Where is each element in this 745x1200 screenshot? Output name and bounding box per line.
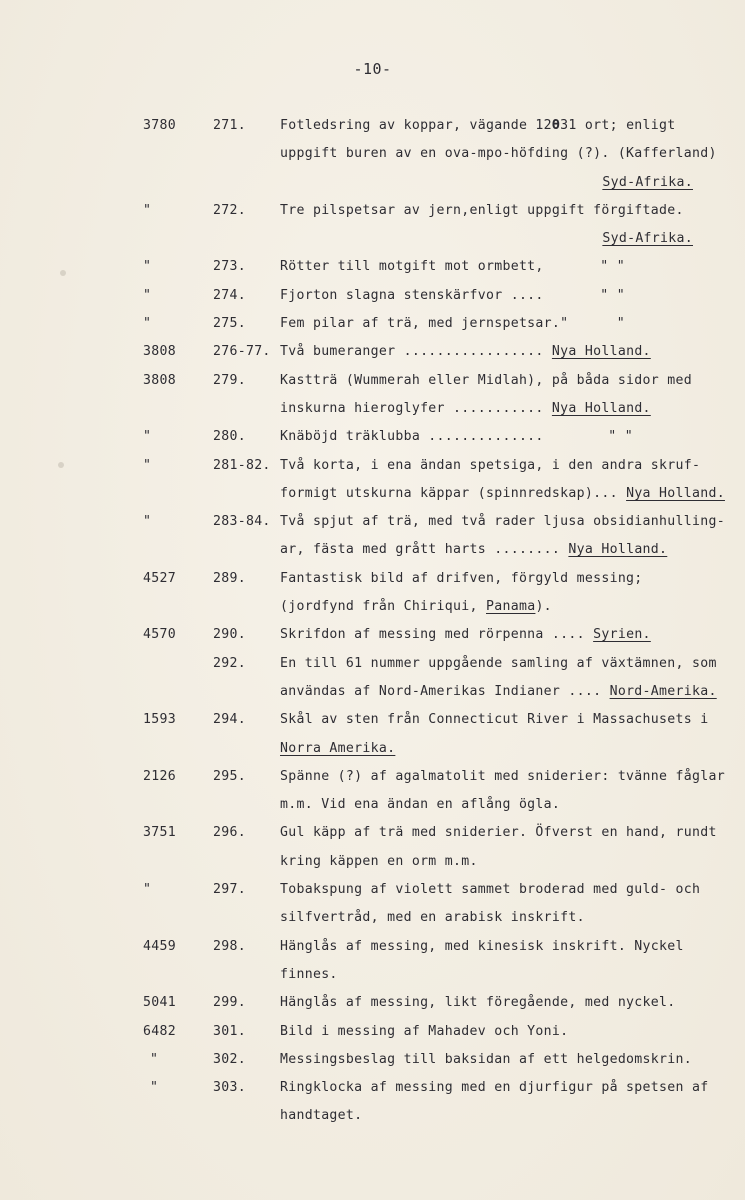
- origin-place: Norra Amerika.: [280, 740, 396, 756]
- description-line: Fem pilar af trä, med jernspetsar.": [280, 316, 569, 332]
- ditto-mark: " ": [600, 259, 625, 275]
- inventory-number: ": [143, 202, 152, 218]
- description-line: Fotledsring av koppar, vägande 12Ѳ31 ort; enligt: [280, 118, 676, 133]
- list-item: [0, 989, 745, 1017]
- inventory-number: 4459: [143, 938, 176, 954]
- origin-place: Syrien.: [593, 627, 651, 643]
- description-line: Knäböjd träklubba ..............: [280, 429, 544, 445]
- description-line: uppgift buren av en ova-mpo-höfding (?). (Kafferland): [280, 146, 717, 162]
- description-line: Skrifdon af messing med rörpenna .... Syrien.: [280, 627, 651, 643]
- description-line: Tobakspung af violett sammet broderad med guld- och: [280, 882, 701, 898]
- inventory-number: 1593: [143, 712, 176, 728]
- item-number: 290.: [213, 627, 246, 643]
- list-item: [0, 310, 745, 338]
- item-number: 299.: [213, 995, 246, 1011]
- description-line: handtaget.: [280, 1108, 363, 1124]
- list-item: [0, 763, 745, 820]
- item-number: 280.: [213, 429, 246, 445]
- inventory-number: ": [143, 259, 152, 275]
- list-item: [0, 253, 745, 281]
- description-line: Två spjut af trä, med två rader ljusa obsidianhulling-: [280, 514, 725, 530]
- item-number: 302.: [213, 1051, 246, 1067]
- description-line: Rötter till motgift mot ormbett,: [280, 259, 544, 275]
- item-number: 281-82.: [213, 457, 271, 473]
- item-number: 273.: [213, 259, 246, 275]
- description-line: Två korta, i ena ändan spetsiga, i den andra skruf-: [280, 457, 701, 473]
- description-line: Spänne (?) af agalmatolit med sniderier: tvänne fåglar: [280, 768, 725, 784]
- item-number: 276-77.: [213, 344, 271, 360]
- item-number: 272.: [213, 202, 246, 218]
- ditto-mark: " ": [600, 287, 625, 303]
- description-line: Bild i messing af Mahadev och Yoni.: [280, 1023, 569, 1039]
- description-line: finnes.: [280, 966, 338, 982]
- ditto-mark: " ": [608, 429, 633, 445]
- list-item: [0, 706, 745, 763]
- inventory-number: ": [143, 316, 152, 332]
- origin-place: Nya Holland.: [568, 542, 668, 558]
- description-line: En till 61 nummer uppgående samling af växtämnen, som: [280, 655, 717, 671]
- item-number: 283-84.: [213, 514, 271, 530]
- list-item: [0, 819, 745, 876]
- inventory-number: ": [143, 429, 152, 445]
- list-item: [0, 1018, 745, 1046]
- list-item: [0, 1046, 745, 1074]
- inventory-number: 3808: [143, 372, 176, 388]
- list-item: [0, 112, 745, 197]
- item-number: 297.: [213, 882, 246, 898]
- ditto-mark: ": [616, 316, 625, 332]
- inventory-number: ": [143, 882, 152, 898]
- inventory-number: 3808: [143, 344, 176, 360]
- list-item: [0, 367, 745, 424]
- description-line: m.m. Vid ena ändan en aflång ögla.: [280, 797, 561, 813]
- origin-place: Syd-Afrika.: [602, 231, 693, 247]
- origin-place: Nya Holland.: [626, 485, 725, 501]
- list-item: [0, 1074, 745, 1131]
- list-item: [0, 621, 745, 649]
- description-line: Två bumeranger ................. Nya Holland.: [280, 344, 651, 360]
- list-item: [0, 282, 745, 310]
- list-item: [0, 650, 745, 707]
- catalog-entries: [0, 112, 745, 1131]
- inventory-number: 5041: [143, 995, 176, 1011]
- list-item: [0, 338, 745, 366]
- item-number: 275.: [213, 316, 246, 332]
- description-line: ar, fästa med grått harts ........ Nya Holland.: [280, 542, 668, 558]
- list-item: [0, 197, 745, 254]
- description-line: Fantastisk bild af drifven, förgyld messing;: [280, 570, 643, 586]
- item-number: 271.: [213, 118, 246, 133]
- description-line: Tre pilspetsar av jern,enligt uppgift förgiftade.: [280, 202, 684, 218]
- description-line: kring käppen en orm m.m.: [280, 853, 478, 869]
- list-item: [0, 876, 745, 933]
- description-line: formigt utskurna käppar (spinnredskap)... Nya Holland.: [280, 485, 725, 501]
- origin-place: Nord-Amerika.: [609, 683, 717, 699]
- list-item: [0, 508, 745, 565]
- item-number: 294.: [213, 712, 246, 728]
- description-line: Messingsbeslag till baksidan af ett helgedomskrin.: [280, 1051, 692, 1067]
- inventory-number: 2126: [143, 768, 176, 784]
- inventory-number: ": [150, 1051, 159, 1067]
- description-line: Skål av sten från Connecticut River i Massachusets i: [280, 712, 709, 728]
- origin-place: Syd-Afrika.: [602, 174, 693, 190]
- item-number: 301.: [213, 1023, 246, 1039]
- origin-place: Panama: [486, 599, 536, 615]
- item-number: 289.: [213, 570, 246, 586]
- inventory-number: ": [150, 1080, 159, 1096]
- inventory-number: 6482: [143, 1023, 176, 1039]
- list-item: [0, 933, 745, 990]
- item-number: 296.: [213, 825, 246, 841]
- inventory-number: 3751: [143, 825, 176, 841]
- description-line: (jordfynd från Chiriqui, Panama).: [280, 599, 552, 615]
- page-number: -10-: [353, 60, 392, 78]
- description-line: Hänglås af messing, med kinesisk inskrift. Nyckel: [280, 938, 684, 954]
- description-line: inskurna hieroglyfer ........... Nya Holland.: [280, 400, 651, 416]
- description-line: Fjorton slagna stenskärfvor ....: [280, 287, 544, 303]
- inventory-number: ": [143, 457, 152, 473]
- list-item: [0, 565, 745, 622]
- inventory-number: ": [143, 287, 152, 303]
- item-number: 274.: [213, 287, 246, 303]
- description-line: Kastträ (Wummerah eller Midlah), på båda sidor med: [280, 372, 692, 388]
- item-number: 295.: [213, 768, 246, 784]
- inventory-number: 4527: [143, 570, 176, 586]
- inventory-number: 4570: [143, 627, 176, 643]
- list-item: [0, 423, 745, 451]
- item-number: 298.: [213, 938, 246, 954]
- description-line: silfvertråd, med en arabisk inskrift.: [280, 910, 585, 926]
- description-line: Hänglås af messing, likt föregående, med nyckel.: [280, 995, 676, 1011]
- description-line: Ringklocka af messing med en djurfigur på spetsen af: [280, 1080, 709, 1096]
- item-number: 292.: [213, 655, 246, 671]
- item-number: 303.: [213, 1080, 246, 1096]
- item-number: 279.: [213, 372, 246, 388]
- origin-place: Nya Holland.: [551, 344, 651, 360]
- inventory-number: 3780: [143, 118, 176, 133]
- inventory-number: ": [143, 514, 152, 530]
- list-item: [0, 452, 745, 509]
- description-line: användas af Nord-Amerikas Indianer .... Nord-Amerika.: [280, 683, 717, 699]
- origin-place: Nya Holland.: [551, 400, 651, 416]
- description-line: Gul käpp af trä med sniderier. Öfverst en hand, rundt: [280, 825, 717, 841]
